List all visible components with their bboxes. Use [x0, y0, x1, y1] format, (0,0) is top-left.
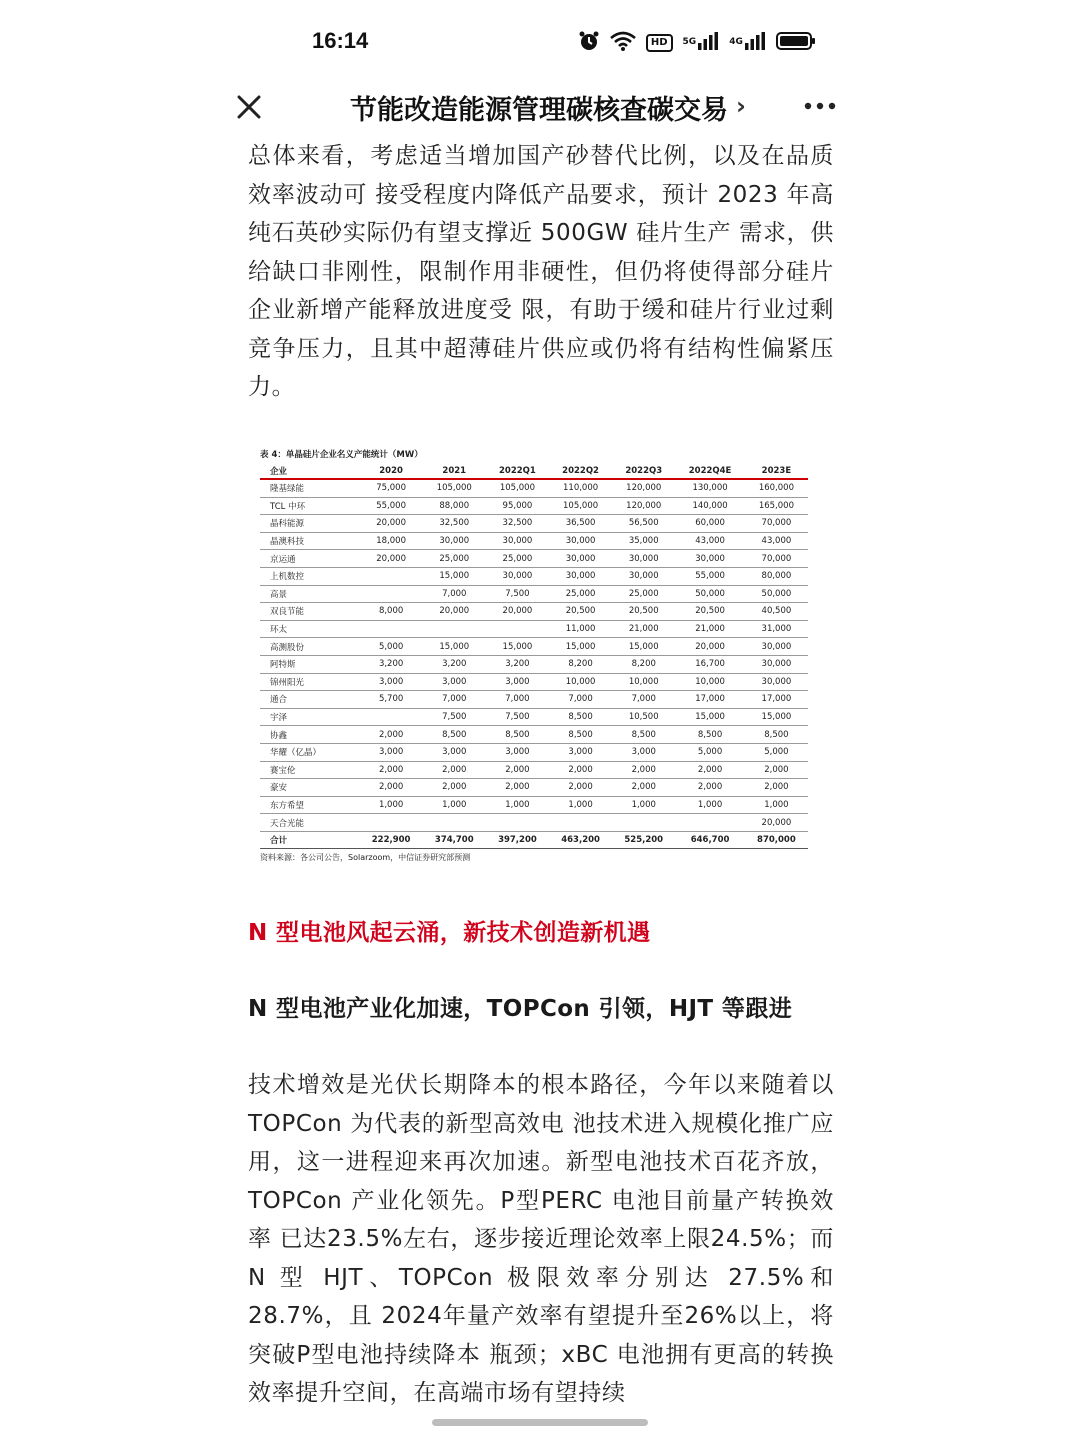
- table-value-cell: 2,000: [360, 726, 423, 744]
- table-value-cell: 15,000: [745, 708, 808, 726]
- table-value-cell: 32,500: [486, 515, 549, 533]
- table-company-cell: 晶科能源: [260, 515, 360, 533]
- table-value-cell: 2,000: [745, 779, 808, 797]
- table-value-cell: 21,000: [675, 620, 745, 638]
- table-company-cell: 隆基绿能: [260, 479, 360, 497]
- table-value-cell: 30,000: [745, 638, 808, 656]
- table-value-cell: [360, 708, 423, 726]
- chevron-right-icon[interactable]: ›: [736, 92, 746, 120]
- table-company-cell: 豪安: [260, 779, 360, 797]
- table-value-cell: 2,000: [549, 779, 612, 797]
- table-value-cell: [360, 567, 423, 585]
- table-value-cell: 3,000: [423, 673, 486, 691]
- table-value-cell: 5,000: [675, 743, 745, 761]
- table-value-cell: 1,000: [675, 796, 745, 814]
- table-row: [260, 585, 808, 603]
- table-value-cell: 110,000: [549, 479, 612, 497]
- table-value-cell: 20,000: [486, 603, 549, 621]
- table-value-cell: 10,500: [612, 708, 675, 726]
- table-header-cell: 2022Q1: [486, 464, 549, 479]
- table-header-cell: 企业: [260, 464, 360, 479]
- table-value-cell: 1,000: [745, 796, 808, 814]
- wifi-icon: [610, 31, 636, 55]
- signal-5g-icon: [683, 32, 720, 54]
- table-value-cell: 20,500: [675, 603, 745, 621]
- table-value-cell: 21,000: [612, 620, 675, 638]
- table-value-cell: 20,000: [745, 814, 808, 832]
- table-value-cell: 8,500: [745, 726, 808, 744]
- table-value-cell: 3,000: [549, 743, 612, 761]
- close-button[interactable]: [232, 90, 266, 124]
- article-paragraph-2: 技术增效是光伏长期降本的根本路径，今年以来随着以 TOPCon 为代表的新型高效电 池技术进入规模化推广应用，这一进程迎来再次加速。新型电池技术百花齐放，TOPCon 产业化领先。P型PERC 电池目前量产转换效率 已达23.5%左右，逐步接近理论效率上限24.5%；而 N 型 HJT、TOPCon 极限效率分别达 27.5%和 28.7%，且 2024年量产效率有望提升至26%以上，将突破P型电池持续降本 瓶颈；xBC 电池拥有更高的转换效率提升空间，在高端市场有望持续: [248, 1072, 834, 1406]
- table-value-cell: 1,000: [549, 796, 612, 814]
- table-value-cell: 80,000: [745, 567, 808, 585]
- table-value-cell: 20,500: [612, 603, 675, 621]
- more-button[interactable]: [802, 88, 838, 124]
- table-value-cell: 2,000: [486, 779, 549, 797]
- table-row: [260, 726, 808, 744]
- table-row: [260, 708, 808, 726]
- table-value-cell: 8,000: [360, 603, 423, 621]
- table-value-cell: 105,000: [423, 479, 486, 497]
- table-value-cell: 105,000: [549, 497, 612, 515]
- table-value-cell: 8,500: [423, 726, 486, 744]
- table-value-cell: 8,500: [549, 726, 612, 744]
- table-value-cell: 1,000: [423, 796, 486, 814]
- capacity-table: [260, 464, 808, 849]
- table-row: [260, 532, 808, 550]
- table-company-cell: 环太: [260, 620, 360, 638]
- table-value-cell: 30,000: [675, 550, 745, 568]
- status-bar: [0, 0, 1080, 84]
- table-company-cell: 天合光能: [260, 814, 360, 832]
- table-value-cell: 5,700: [360, 691, 423, 709]
- table-value-cell: [423, 620, 486, 638]
- table-value-cell: 8,500: [486, 726, 549, 744]
- table-value-cell: 56,500: [612, 515, 675, 533]
- table-value-cell: 7,000: [423, 585, 486, 603]
- table-company-cell: 宇泽: [260, 708, 360, 726]
- table-value-cell: 3,000: [486, 743, 549, 761]
- table-company-cell: 高测股份: [260, 638, 360, 656]
- table-total-cell: 463,200: [549, 831, 612, 849]
- more-icon: [802, 88, 838, 124]
- table-header-cell: 2021: [423, 464, 486, 479]
- table-value-cell: 7,500: [486, 708, 549, 726]
- table-company-cell: 华耀（亿晶）: [260, 743, 360, 761]
- table-header-cell: 2022Q3: [612, 464, 675, 479]
- table-value-cell: 31,000: [745, 620, 808, 638]
- battery-icon: [776, 31, 816, 55]
- table-company-cell: TCL 中环: [260, 497, 360, 515]
- table-value-cell: 3,200: [423, 655, 486, 673]
- table-value-cell: 30,000: [549, 567, 612, 585]
- table-value-cell: 3,000: [612, 743, 675, 761]
- nav-bar: [0, 84, 1080, 130]
- table-row: [260, 779, 808, 797]
- table-value-cell: 20,500: [549, 603, 612, 621]
- table-total-cell: 222,900: [360, 831, 423, 849]
- home-indicator[interactable]: [432, 1419, 648, 1426]
- table-value-cell: 43,000: [675, 532, 745, 550]
- table-value-cell: 7,000: [612, 691, 675, 709]
- table-value-cell: 50,000: [675, 585, 745, 603]
- table-company-cell: 晶澳科技: [260, 532, 360, 550]
- table-value-cell: 7,500: [486, 585, 549, 603]
- table-value-cell: 7,000: [549, 691, 612, 709]
- table-value-cell: 105,000: [486, 479, 549, 497]
- table-company-cell: 上机数控: [260, 567, 360, 585]
- table-value-cell: 30,000: [612, 550, 675, 568]
- table-value-cell: 75,000: [360, 479, 423, 497]
- table-value-cell: 2,000: [423, 779, 486, 797]
- table-value-cell: 70,000: [745, 515, 808, 533]
- table-value-cell: 3,000: [486, 673, 549, 691]
- table-company-cell: 双良节能: [260, 603, 360, 621]
- table-value-cell: 15,000: [486, 638, 549, 656]
- table-header-cell: 2023E: [745, 464, 808, 479]
- table-row: [260, 515, 808, 533]
- table-value-cell: 5,000: [360, 638, 423, 656]
- table-total-row: [260, 831, 808, 849]
- table-value-cell: 35,000: [612, 532, 675, 550]
- table-value-cell: 2,000: [486, 761, 549, 779]
- table-value-cell: 30,000: [486, 532, 549, 550]
- table-value-cell: 3,000: [423, 743, 486, 761]
- table-row: [260, 673, 808, 691]
- table-value-cell: 3,000: [360, 743, 423, 761]
- table-value-cell: 2,000: [360, 779, 423, 797]
- table-value-cell: 7,500: [423, 708, 486, 726]
- table-value-cell: [549, 814, 612, 832]
- table-value-cell: 55,000: [360, 497, 423, 515]
- table-value-cell: 18,000: [360, 532, 423, 550]
- table-header-cell: 2022Q4E: [675, 464, 745, 479]
- table-row: [260, 620, 808, 638]
- signal-4g-label: 4G: [729, 37, 743, 47]
- status-time: 16:14: [312, 28, 369, 53]
- table-row: [260, 497, 808, 515]
- table-value-cell: [675, 814, 745, 832]
- table-value-cell: 165,000: [745, 497, 808, 515]
- table-header-row: [260, 464, 808, 479]
- table-value-cell: 25,000: [549, 585, 612, 603]
- table-company-cell: 东方希望: [260, 796, 360, 814]
- table-value-cell: 2,000: [549, 761, 612, 779]
- table-value-cell: 15,000: [549, 638, 612, 656]
- table-source: 资料来源：各公司公告，Solarzoom，中信证券研究部预测: [260, 853, 471, 863]
- table-value-cell: 17,000: [745, 691, 808, 709]
- table-value-cell: 15,000: [423, 567, 486, 585]
- table-header-cell: 2022Q2: [549, 464, 612, 479]
- table-total-cell: 646,700: [675, 831, 745, 849]
- table-row: [260, 655, 808, 673]
- table-value-cell: 2,000: [675, 761, 745, 779]
- table-row: [260, 814, 808, 832]
- table-row: [260, 638, 808, 656]
- table-value-cell: 1,000: [612, 796, 675, 814]
- table-value-cell: 5,000: [745, 743, 808, 761]
- table-value-cell: 30,000: [745, 673, 808, 691]
- table-value-cell: [486, 814, 549, 832]
- table-company-cell: 锦州阳光: [260, 673, 360, 691]
- table-value-cell: 20,000: [360, 515, 423, 533]
- table-value-cell: 17,000: [675, 691, 745, 709]
- table-value-cell: 8,500: [612, 726, 675, 744]
- page-title[interactable]: 节能改造能源管理碳核查碳交易: [350, 95, 728, 126]
- table-value-cell: 10,000: [549, 673, 612, 691]
- table-value-cell: 15,000: [612, 638, 675, 656]
- section-heading: N 型电池产业化加速，TOPCon 引领，HJT 等跟进: [248, 996, 793, 1022]
- table-value-cell: 43,000: [745, 532, 808, 550]
- table-value-cell: [360, 585, 423, 603]
- table-value-cell: 7,000: [486, 691, 549, 709]
- table-value-cell: 25,000: [486, 550, 549, 568]
- table-company-cell: 高景: [260, 585, 360, 603]
- table-value-cell: 20,000: [423, 603, 486, 621]
- table-row: [260, 479, 808, 497]
- signal-4g-icon: [729, 32, 766, 54]
- table-value-cell: 30,000: [549, 532, 612, 550]
- table-value-cell: [486, 620, 549, 638]
- table-row: [260, 743, 808, 761]
- section-heading-red: N 型电池风起云涌，新技术创造新机遇: [248, 920, 651, 946]
- table-row: [260, 691, 808, 709]
- table-value-cell: 20,000: [360, 550, 423, 568]
- table-body: [260, 479, 808, 849]
- table-value-cell: 130,000: [675, 479, 745, 497]
- table-total-cell: 397,200: [486, 831, 549, 849]
- signal-5g-label: 5G: [682, 37, 697, 47]
- table-total-cell: 870,000: [745, 831, 808, 849]
- table-value-cell: 40,500: [745, 603, 808, 621]
- table-value-cell: 2,000: [675, 779, 745, 797]
- table-row: [260, 567, 808, 585]
- table-value-cell: 2,000: [612, 779, 675, 797]
- table-value-cell: 16,700: [675, 655, 745, 673]
- table-value-cell: 8,500: [675, 726, 745, 744]
- table-value-cell: 25,000: [612, 585, 675, 603]
- table-value-cell: 10,000: [675, 673, 745, 691]
- table-company-cell: 赛宝伦: [260, 761, 360, 779]
- table-value-cell: 3,200: [360, 655, 423, 673]
- table-value-cell: 30,000: [486, 567, 549, 585]
- table-value-cell: 30,000: [549, 550, 612, 568]
- table-value-cell: 60,000: [675, 515, 745, 533]
- table-row: [260, 796, 808, 814]
- table-value-cell: 160,000: [745, 479, 808, 497]
- table-value-cell: 7,000: [423, 691, 486, 709]
- table-total-cell: 合计: [260, 831, 360, 849]
- table-value-cell: 95,000: [486, 497, 549, 515]
- alarm-icon: [578, 30, 600, 56]
- table-value-cell: 30,000: [612, 567, 675, 585]
- table-value-cell: 120,000: [612, 497, 675, 515]
- table-value-cell: 20,000: [675, 638, 745, 656]
- table-total-cell: 374,700: [423, 831, 486, 849]
- table-header-cell: 2020: [360, 464, 423, 479]
- table-company-cell: 通合: [260, 691, 360, 709]
- table-value-cell: [360, 814, 423, 832]
- table-value-cell: 25,000: [423, 550, 486, 568]
- table-value-cell: 55,000: [675, 567, 745, 585]
- table-value-cell: 2,000: [745, 761, 808, 779]
- table-value-cell: 8,200: [612, 655, 675, 673]
- table-value-cell: 36,500: [549, 515, 612, 533]
- status-icons: [578, 30, 816, 56]
- table-value-cell: 15,000: [423, 638, 486, 656]
- table-row: [260, 603, 808, 621]
- table-value-cell: 30,000: [423, 532, 486, 550]
- table-value-cell: 15,000: [675, 708, 745, 726]
- table-value-cell: 32,500: [423, 515, 486, 533]
- table-row: [260, 550, 808, 568]
- article-paragraph-1: 总体来看，考虑适当增加国产砂替代比例，以及在品质效率波动可 接受程度内降低产品要求，预计 2023 年高纯石英砂实际仍有望支撑近 500GW 硅片生产 需求，供给缺口非刚性，限制作用非硬性，但仍将使得部分硅片企业新增产能释放进度受 限，有助于缓和硅片行业过剩竞争压力，且其中超薄硅片供应或仍将有结构性偏紧压力。: [248, 143, 834, 400]
- table-value-cell: 2,000: [423, 761, 486, 779]
- table-value-cell: 30,000: [745, 655, 808, 673]
- table-value-cell: 1,000: [486, 796, 549, 814]
- table-value-cell: 8,500: [549, 708, 612, 726]
- table-value-cell: 1,000: [360, 796, 423, 814]
- capacity-table-figure: [260, 448, 810, 863]
- table-value-cell: 11,000: [549, 620, 612, 638]
- table-value-cell: 8,200: [549, 655, 612, 673]
- table-value-cell: 2,000: [360, 761, 423, 779]
- table-value-cell: 140,000: [675, 497, 745, 515]
- table-value-cell: [423, 814, 486, 832]
- table-value-cell: [360, 620, 423, 638]
- table-value-cell: [612, 814, 675, 832]
- close-icon: [232, 90, 266, 124]
- table-value-cell: 10,000: [612, 673, 675, 691]
- table-value-cell: 2,000: [612, 761, 675, 779]
- table-company-cell: 协鑫: [260, 726, 360, 744]
- table-value-cell: 3,000: [360, 673, 423, 691]
- table-value-cell: 50,000: [745, 585, 808, 603]
- table-company-cell: 京运通: [260, 550, 360, 568]
- table-total-cell: 525,200: [612, 831, 675, 849]
- table-company-cell: 阿特斯: [260, 655, 360, 673]
- table-value-cell: 88,000: [423, 497, 486, 515]
- table-value-cell: 3,200: [486, 655, 549, 673]
- hd-badge: HD: [646, 34, 673, 52]
- table-row: [260, 761, 808, 779]
- table-value-cell: 120,000: [612, 479, 675, 497]
- table-value-cell: 70,000: [745, 550, 808, 568]
- table-caption: 表 4：单晶硅片企业名义产能统计（MW）: [260, 450, 423, 460]
